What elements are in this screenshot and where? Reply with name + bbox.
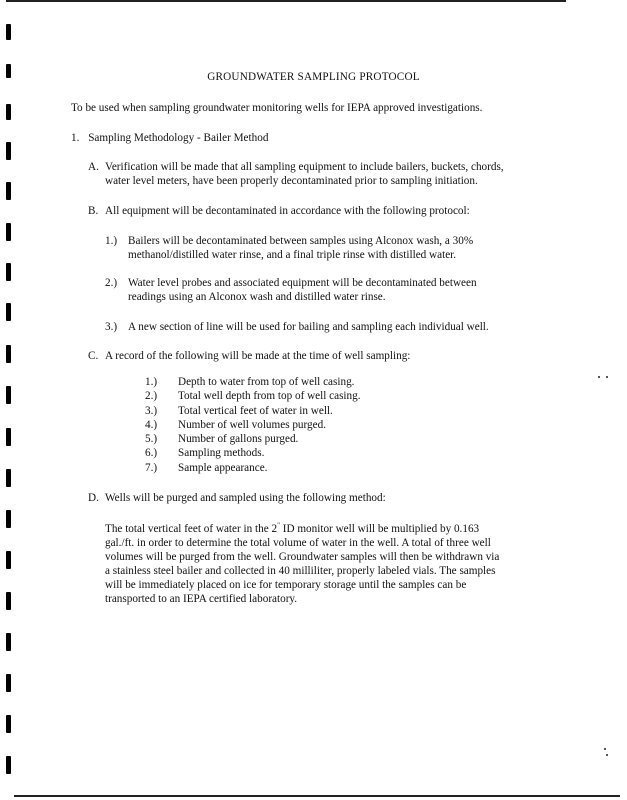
sub-item-label: 3.) bbox=[105, 321, 118, 333]
paragraph-line: The total vertical feet of water in the 2" ID monitor well will be multiplied by 0.163 bbox=[105, 521, 480, 535]
binder-mark bbox=[6, 345, 11, 363]
paragraph-line: a stainless steel bailer and collected in 40 milliliter, properly labeled vials. The samples bbox=[105, 565, 496, 577]
scan-speck bbox=[598, 376, 600, 378]
scan-speck bbox=[604, 748, 606, 750]
sub-item-line: Bailers will be decontaminated between samples using Alconox wash, a 30% bbox=[128, 235, 474, 247]
binder-mark bbox=[6, 303, 11, 321]
section-heading bbox=[71, 131, 268, 145]
item-a-line: water level meters, have been properly decontaminated prior to sampling initiation. bbox=[105, 175, 478, 187]
document-page: GROUNDWATER SAMPLING PROTOCOL To be used when sampling groundwater monitoring wells for IEPA approved investigations. 1. Sampling Methodology - Bailer Method A. Verification will be made that all sampling equipment to include bailers, buckets, chords, water level meters, have been properly decontaminated prior to sampling initiation. B. All equipment will be decontaminated in accordance with the following protocol: 1.) Bailers will be decontaminated between samples using Alconox wash, a 30% methanol/distilled water rinse, and a final triple rinse with distilled water. 2.) Water level probes and associated equipment will be decontaminated between readings using an Alconox wash and distilled water rinse. 3.) A new section of line will be used for bailing and sampling each individual well. C. A record of the following will be made at the time of well sampling: 1.) Depth to water from top of well casing. 2.) Total well depth from top of well casing. 3.) Total vertical feet of water in well. 4.) Number of well volumes purged. 5.) Number of gallons purged. 6.) Sampling methods. 7.) Sample appearance. D. Wells will be purged and sampled using the following method: The total vertical feet of water in the 2" ID monitor well will be multiplied by 0.163 gal./ft. in order to determine the total volume of water in the well. A total of three well volumes will be purged from the well. Groundwater samples will then be withdrawn via a stainless steel bailer and collected in 40 milliliter, properly labeled vials. The samples will be immediately placed on ice for temporary storage until the samples can be transported to an IEPA certified laboratory. bbox=[0, 0, 627, 800]
binder-mark bbox=[6, 428, 11, 446]
binder-mark bbox=[6, 386, 11, 404]
item-d-label: D. bbox=[88, 492, 99, 504]
item-a-line: Verification will be made that all sampling equipment to include bailers, buckets, chords, bbox=[105, 161, 504, 173]
paragraph-line: will be immediately placed on ice for temporary storage until the samples can be bbox=[105, 579, 467, 591]
purge-paragraph bbox=[105, 522, 499, 606]
sub-item-line: methanol/distilled water rinse, and a final triple rinse with distilled water. bbox=[128, 249, 457, 261]
binder-mark bbox=[6, 756, 11, 774]
binder-mark bbox=[6, 551, 11, 569]
item-d-text: Wells will be purged and sampled using the following method: bbox=[105, 492, 386, 504]
paragraph-line: transported to an IEPA certified laboratory. bbox=[105, 593, 298, 605]
binder-mark bbox=[6, 104, 11, 120]
item-a-label: A. bbox=[88, 161, 99, 173]
binder-mark bbox=[6, 142, 11, 160]
page-title: GROUNDWATER SAMPLING PROTOCOL bbox=[207, 71, 420, 83]
item-b-text: All equipment will be decontaminated in accordance with the following protocol: bbox=[105, 205, 470, 217]
sub-item-label: 1.) bbox=[105, 235, 118, 247]
top-scan-rule bbox=[6, 0, 566, 2]
paragraph-line: volumes will be purged from the well. Groundwater samples will then be withdrawn via bbox=[105, 551, 500, 563]
binder-mark bbox=[6, 223, 11, 241]
bottom-scan-rule bbox=[14, 795, 620, 797]
item-c-label: C. bbox=[88, 350, 99, 362]
sub-item-line: readings using an Alconox wash and distilled water rinse. bbox=[128, 291, 386, 303]
intro-text: To be used when sampling groundwater monitoring wells for IEPA approved investigations. bbox=[71, 102, 483, 114]
scan-speck bbox=[606, 754, 608, 756]
binder-mark bbox=[6, 674, 11, 692]
binder-mark bbox=[6, 24, 11, 40]
section-number: 1. bbox=[71, 132, 80, 144]
scan-speck bbox=[606, 376, 608, 378]
paragraph-line: gal./ft. in order to determine the total volume of water in the well. A total of three well bbox=[105, 537, 491, 549]
sub-item-label: 2.) bbox=[105, 277, 118, 289]
binder-mark bbox=[6, 182, 11, 200]
binder-mark bbox=[6, 715, 11, 733]
sub-item-line: A new section of line will be used for bailing and sampling each individual well. bbox=[128, 321, 489, 333]
item-c-text: A record of the following will be made at the time of well sampling: bbox=[105, 350, 411, 362]
item-b-label: B. bbox=[88, 205, 99, 217]
sub-item-line: Water level probes and associated equipment will be decontaminated between bbox=[128, 277, 477, 289]
binder-mark bbox=[6, 592, 11, 610]
section-title: Sampling Methodology - Bailer Method bbox=[88, 132, 269, 144]
binder-mark bbox=[6, 510, 11, 528]
binder-mark bbox=[6, 263, 11, 281]
binder-mark bbox=[6, 469, 11, 487]
binder-mark bbox=[6, 633, 11, 651]
